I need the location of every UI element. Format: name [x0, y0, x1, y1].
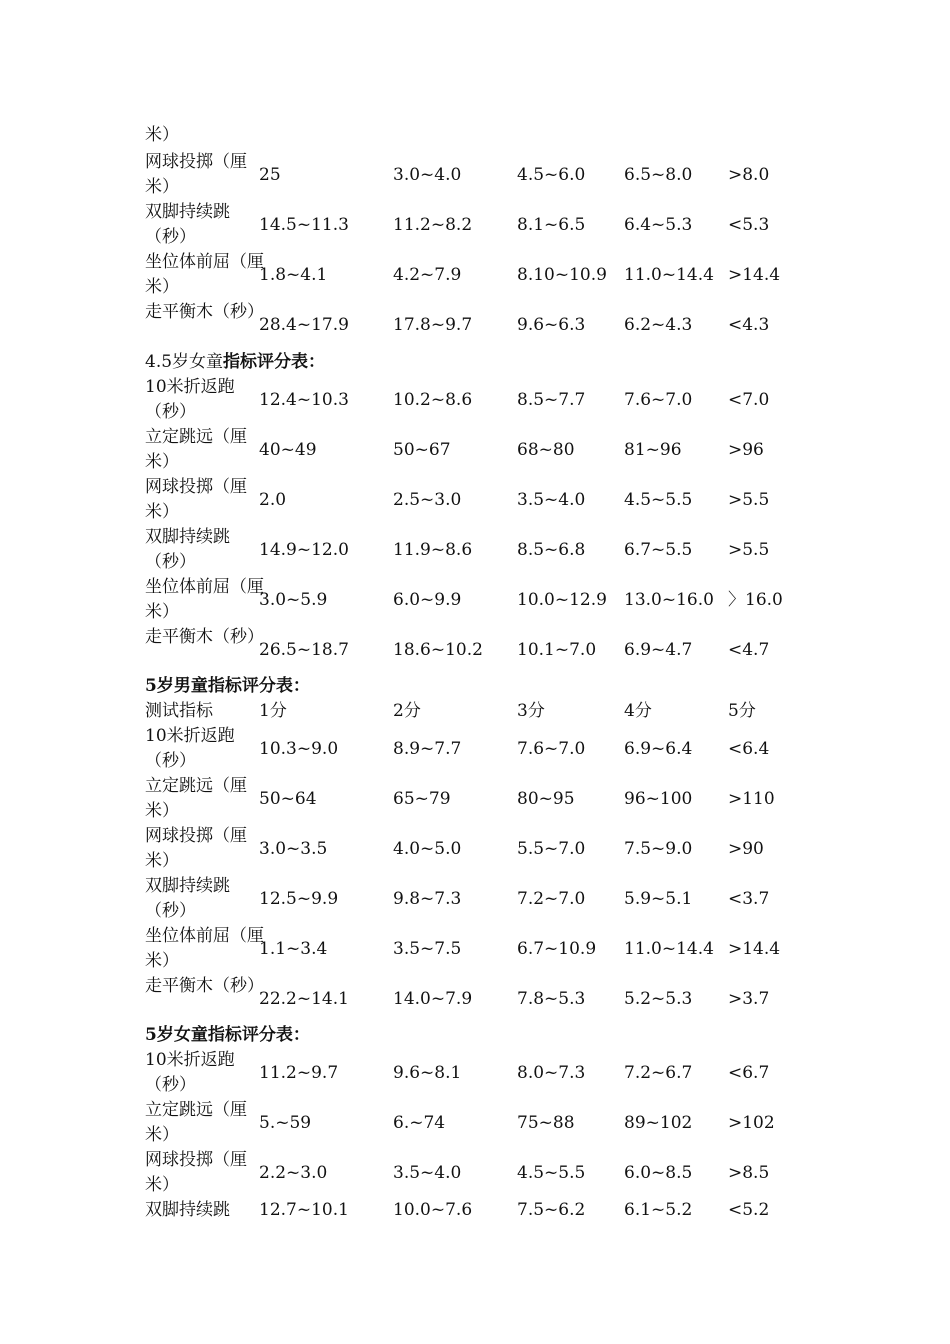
- section-title-bold: 指标评分表：: [223, 352, 326, 372]
- score-2-cell: 3.5~4.0: [393, 1163, 462, 1183]
- score-5-cell: >8.5: [728, 1163, 770, 1183]
- table-row: [145, 425, 845, 475]
- table-row: [145, 1148, 845, 1198]
- section-title-bold: 5岁女童指标评分表：: [145, 1025, 310, 1045]
- score-5-cell: >110: [728, 789, 775, 809]
- score-5-cell: >8.0: [728, 165, 770, 185]
- score-1-cell: 50~64: [259, 789, 317, 809]
- score-4-cell: 6.4~5.3: [624, 215, 693, 235]
- score-5-cell: <4.3: [728, 315, 770, 335]
- row-label: 双脚持续跳（秒）: [145, 527, 230, 572]
- score-1-cell: 1.8~4.1: [259, 265, 328, 285]
- row-label: 10米折返跑（秒）: [145, 726, 235, 771]
- score-2-cell: 65~79: [393, 789, 451, 809]
- row-label: 立定跳远（厘米）: [145, 427, 247, 472]
- score-4-cell: 7.5~9.0: [624, 839, 693, 859]
- score-4-cell: 13.0~16.0: [624, 590, 714, 610]
- header-label: 测试指标: [145, 701, 213, 721]
- continued-label-fragment: 米）: [145, 125, 179, 145]
- section-title: [145, 350, 325, 375]
- score-3-cell: 8.0~7.3: [517, 1063, 586, 1083]
- score-5-cell: 〉16.0: [728, 590, 783, 610]
- score-2-cell: 10.0~7.6: [393, 1200, 473, 1220]
- score-1-cell: 3.0~3.5: [259, 839, 328, 859]
- score-1-cell: 28.4~17.9: [259, 315, 349, 335]
- row-label: 10米折返跑（秒）: [145, 1050, 235, 1095]
- score-1-cell: 12.4~10.3: [259, 390, 349, 410]
- table-row: [145, 475, 845, 525]
- row-label: 走平衡木（秒）: [145, 976, 264, 996]
- score-4-cell: 6.9~4.7: [624, 640, 693, 660]
- score-5-cell: <7.0: [728, 390, 770, 410]
- table-row: [145, 1198, 845, 1223]
- table-row: [145, 150, 845, 200]
- table-row: [145, 774, 845, 824]
- row-label: 双脚持续跳（秒）: [145, 876, 230, 921]
- score-3-cell: 10.0~12.9: [517, 590, 607, 610]
- score-2-cell: 4.0~5.0: [393, 839, 462, 859]
- table-row: [145, 974, 845, 1024]
- score-1-cell: 11.2~9.7: [259, 1063, 339, 1083]
- score-3-cell: 8.5~6.8: [517, 540, 586, 560]
- table-header-row: [145, 699, 845, 724]
- row-label: 双脚持续跳（秒）: [145, 202, 230, 247]
- score-2-cell: 3.5~7.5: [393, 939, 462, 959]
- section-title: [145, 674, 310, 699]
- score-5-cell: >96: [728, 440, 764, 460]
- score-4-cell: 5.9~5.1: [624, 889, 693, 909]
- table-row: [145, 525, 845, 575]
- score-2-cell: 17.8~9.7: [393, 315, 473, 335]
- row-label: 走平衡木（秒）: [145, 302, 264, 322]
- score-3-cell: 75~88: [517, 1113, 575, 1133]
- score-4-cell: 11.0~14.4: [624, 939, 714, 959]
- score-4-cell: 6.5~8.0: [624, 165, 693, 185]
- score-4-cell: 11.0~14.4: [624, 265, 714, 285]
- score-4-cell: 6.2~4.3: [624, 315, 693, 335]
- score-3-cell: 7.5~6.2: [517, 1200, 586, 1220]
- score-5-cell: <5.3: [728, 215, 770, 235]
- row-label: 网球投掷（厘米）: [145, 477, 247, 522]
- score-2-cell: 11.9~8.6: [393, 540, 473, 560]
- score-1-cell: 3.0~5.9: [259, 590, 328, 610]
- score-5-cell: >5.5: [728, 540, 770, 560]
- score-2-cell: 9.6~8.1: [393, 1063, 462, 1083]
- score-1-cell: 10.3~9.0: [259, 739, 339, 759]
- score-1-cell: 2.0: [259, 490, 287, 510]
- score-3-cell: 8.1~6.5: [517, 215, 586, 235]
- table-row: [145, 250, 845, 300]
- row-label: 网球投掷（厘米）: [145, 826, 247, 871]
- header-score-2: 2分: [393, 701, 421, 721]
- score-5-cell: >102: [728, 1113, 775, 1133]
- score-3-cell: 6.7~10.9: [517, 939, 597, 959]
- score-1-cell: 14.5~11.3: [259, 215, 349, 235]
- header-score-4: 4分: [624, 701, 652, 721]
- table-row: [145, 300, 845, 350]
- score-2-cell: 50~67: [393, 440, 451, 460]
- score-5-cell: <3.7: [728, 889, 770, 909]
- score-4-cell: 89~102: [624, 1113, 693, 1133]
- score-2-cell: 3.0~4.0: [393, 165, 462, 185]
- score-4-cell: 5.2~5.3: [624, 989, 693, 1009]
- score-3-cell: 7.2~7.0: [517, 889, 586, 909]
- row-label: 双脚持续跳: [145, 1200, 230, 1220]
- score-2-cell: 14.0~7.9: [393, 989, 473, 1009]
- score-2-cell: 11.2~8.2: [393, 215, 473, 235]
- table-row: [145, 824, 845, 874]
- score-1-cell: 12.7~10.1: [259, 1200, 349, 1220]
- score-2-cell: 6.0~9.9: [393, 590, 462, 610]
- table-row: [145, 375, 845, 425]
- score-5-cell: >14.4: [728, 939, 781, 959]
- score-5-cell: >14.4: [728, 265, 781, 285]
- score-5-cell: >3.7: [728, 989, 770, 1009]
- score-3-cell: 5.5~7.0: [517, 839, 586, 859]
- score-3-cell: 9.6~6.3: [517, 315, 586, 335]
- score-4-cell: 96~100: [624, 789, 693, 809]
- row-label: 10米折返跑（秒）: [145, 377, 235, 422]
- score-4-cell: 7.6~7.0: [624, 390, 693, 410]
- header-score-1: 1分: [259, 701, 287, 721]
- score-3-cell: 4.5~5.5: [517, 1163, 586, 1183]
- score-1-cell: 14.9~12.0: [259, 540, 349, 560]
- table-row: [145, 625, 845, 675]
- table-row: [145, 1048, 845, 1098]
- table-row: [145, 1098, 845, 1148]
- score-3-cell: 68~80: [517, 440, 575, 460]
- row-label: 走平衡木（秒）: [145, 627, 264, 647]
- score-2-cell: 8.9~7.7: [393, 739, 462, 759]
- score-1-cell: 26.5~18.7: [259, 640, 349, 660]
- row-label: 网球投掷（厘米）: [145, 152, 247, 197]
- score-4-cell: 6.7~5.5: [624, 540, 693, 560]
- score-3-cell: 4.5~6.0: [517, 165, 586, 185]
- score-3-cell: 8.5~7.7: [517, 390, 586, 410]
- score-4-cell: 81~96: [624, 440, 682, 460]
- score-5-cell: >5.5: [728, 490, 770, 510]
- score-5-cell: <4.7: [728, 640, 770, 660]
- row-label: 坐位体前屈（厘米）: [145, 577, 264, 622]
- table-row: [145, 200, 845, 250]
- score-2-cell: 6.~74: [393, 1113, 446, 1133]
- row-label: 立定跳远（厘米）: [145, 1100, 247, 1145]
- score-1-cell: 40~49: [259, 440, 317, 460]
- score-3-cell: 3.5~4.0: [517, 490, 586, 510]
- score-4-cell: 6.1~5.2: [624, 1200, 693, 1220]
- score-1-cell: 5.~59: [259, 1113, 312, 1133]
- table-row: [145, 724, 845, 774]
- score-1-cell: 25: [259, 165, 281, 185]
- score-1-cell: 12.5~9.9: [259, 889, 339, 909]
- score-5-cell: >90: [728, 839, 764, 859]
- score-3-cell: 8.10~10.9: [517, 265, 607, 285]
- score-5-cell: <6.4: [728, 739, 770, 759]
- header-score-5: 5分: [728, 701, 756, 721]
- header-score-3: 3分: [517, 701, 545, 721]
- score-2-cell: 4.2~7.9: [393, 265, 462, 285]
- score-1-cell: 22.2~14.1: [259, 989, 349, 1009]
- table-row: [145, 874, 845, 924]
- section-title: [145, 1023, 310, 1048]
- row-label: 坐位体前屈（厘米）: [145, 252, 264, 297]
- score-5-cell: <6.7: [728, 1063, 770, 1083]
- score-2-cell: 2.5~3.0: [393, 490, 462, 510]
- score-2-cell: 9.8~7.3: [393, 889, 462, 909]
- score-2-cell: 10.2~8.6: [393, 390, 473, 410]
- score-1-cell: 1.1~3.4: [259, 939, 328, 959]
- row-label: 立定跳远（厘米）: [145, 776, 247, 821]
- score-4-cell: 6.0~8.5: [624, 1163, 693, 1183]
- score-5-cell: <5.2: [728, 1200, 770, 1220]
- score-3-cell: 10.1~7.0: [517, 640, 597, 660]
- score-2-cell: 18.6~10.2: [393, 640, 483, 660]
- section-title-bold: 5岁男童指标评分表：: [145, 676, 310, 696]
- score-1-cell: 2.2~3.0: [259, 1163, 328, 1183]
- score-4-cell: 6.9~6.4: [624, 739, 693, 759]
- score-4-cell: 7.2~6.7: [624, 1063, 693, 1083]
- score-3-cell: 80~95: [517, 789, 575, 809]
- table-row: [145, 575, 845, 625]
- score-4-cell: 4.5~5.5: [624, 490, 693, 510]
- table-row: [145, 924, 845, 974]
- score-3-cell: 7.8~5.3: [517, 989, 586, 1009]
- section-title-prefix: 4.5岁女童: [145, 352, 224, 372]
- row-label: 网球投掷（厘米）: [145, 1150, 247, 1195]
- score-3-cell: 7.6~7.0: [517, 739, 586, 759]
- row-label: 坐位体前屈（厘米）: [145, 926, 264, 971]
